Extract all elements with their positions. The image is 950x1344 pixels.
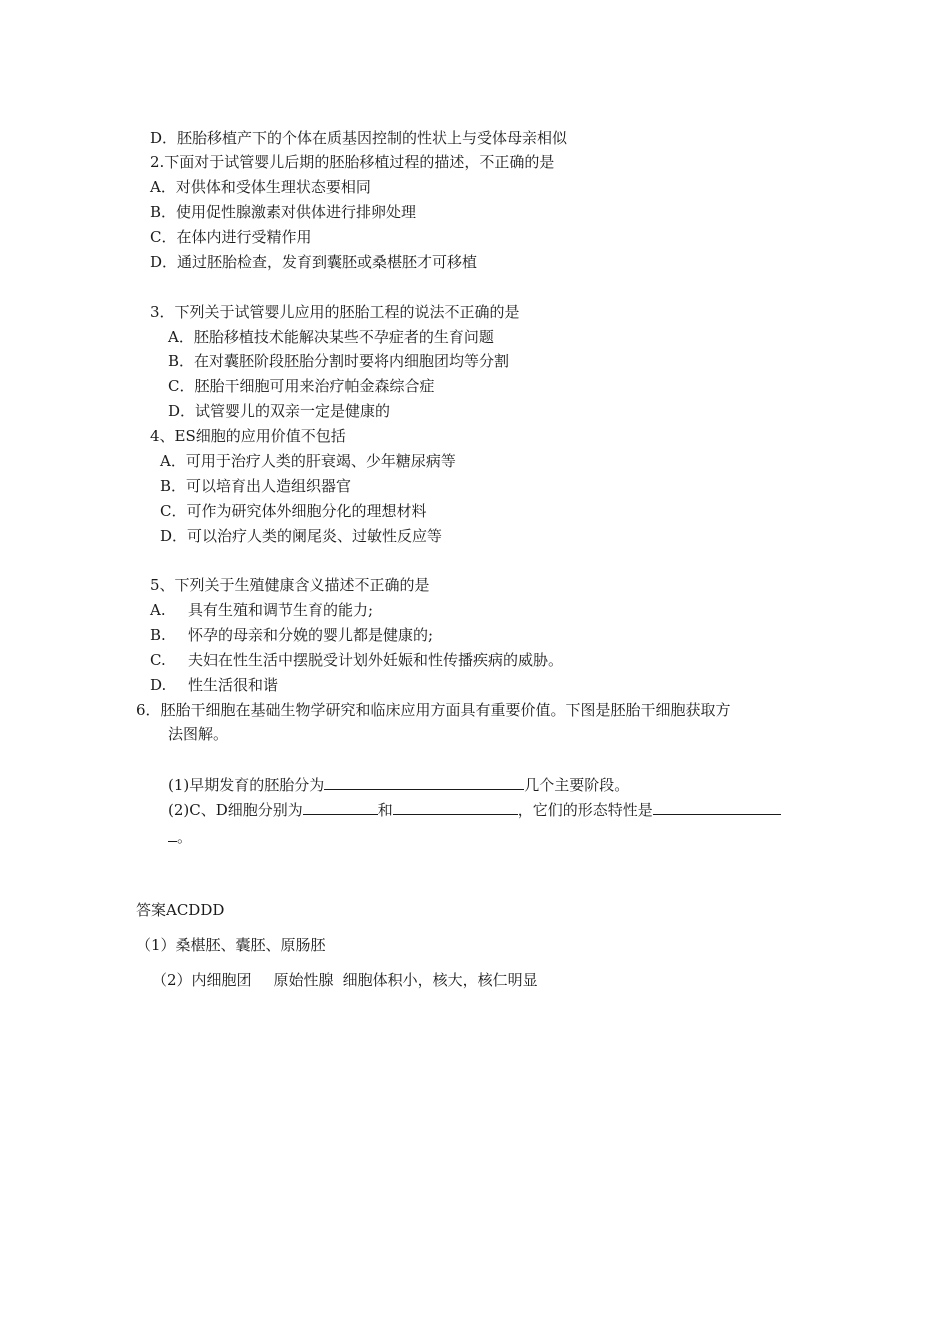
answer-line2-b: 原始性腺	[273, 971, 334, 989]
q6-sub2-blank-c[interactable]	[303, 799, 378, 815]
q3-option-c: C．胚胎干细胞可用来治疗帕金森综合症	[168, 377, 435, 395]
q6-sub2-prefix: (2)C、D细胞分别为	[168, 801, 303, 819]
q1-option-d: D．胚胎移植产下的个体在质基因控制的性状上与受体母亲相似	[150, 129, 568, 147]
q6-sub2-blank-morphology[interactable]	[653, 799, 781, 815]
q5-option-c	[150, 650, 563, 670]
q5-option-a-text: 具有生殖和调节生育的能力;	[188, 601, 374, 619]
q3-option-d: D．试管婴儿的双亲一定是健康的	[168, 402, 391, 420]
q2-option-b: B．使用促性腺激素对供体进行排卵处理	[150, 203, 417, 221]
answer-line2-c: 细胞体积小，核大，核仁明显	[342, 971, 538, 989]
q6-sub2-suffix: ，它们的形态特性是	[517, 801, 653, 819]
q5-option-a-letter: A.	[150, 601, 166, 619]
q6-stem-line2: 法图解。	[168, 725, 229, 743]
q6-sub1-blank[interactable]	[324, 774, 524, 790]
q2-option-a: A．对供体和受体生理状态要相同	[150, 178, 371, 196]
q6-sub1	[168, 774, 629, 794]
q2-stem: 2.下面对于试管婴儿后期的胚胎移植过程的描述，不正确的是	[150, 153, 555, 171]
q4-stem: 4、ES细胞的应用价值不包括	[150, 427, 346, 445]
q6-sub2-blank-morphology-cont[interactable]	[168, 826, 177, 842]
q6-sub1-prefix: (1)早期发育的胚胎分为	[168, 776, 325, 794]
q5-option-d-letter: D.	[150, 676, 167, 694]
q6-sub2-blank-d[interactable]	[393, 799, 518, 815]
q5-option-b-letter: B.	[150, 626, 166, 644]
answer-heading: 答案ACDDD	[136, 901, 225, 919]
q4-option-b: B．可以培育出人造组织器官	[160, 477, 352, 495]
q3-stem: 3．下列关于试管婴儿应用的胚胎工程的说法不正确的是	[150, 303, 520, 321]
q4-option-a: A．可用于治疗人类的肝衰竭、少年糖尿病等	[160, 452, 456, 470]
answer-line1: （1）桑椹胚、囊胚、原肠胚	[136, 936, 326, 954]
q6-sub1-suffix: 几个主要阶段。	[524, 776, 630, 794]
q3-option-b: B．在对囊胚阶段胚胎分割时要将内细胞团均等分割	[168, 352, 510, 370]
q2-option-c: C．在体内进行受精作用	[150, 228, 312, 246]
q6-sub2	[168, 799, 781, 819]
answer-line2-a: （2）内细胞团	[152, 971, 252, 989]
q5-option-c-letter: C.	[150, 651, 166, 669]
q4-option-d: D．可以治疗人类的阑尾炎、过敏性反应等	[160, 527, 443, 545]
q5-stem: 5、下列关于生殖健康含义描述不正确的是	[150, 576, 430, 594]
answer-line2	[152, 970, 538, 990]
q5-option-a	[150, 600, 373, 620]
q6-stem-line1: 6．胚胎干细胞在基础生物学研究和临床应用方面具有重要价值。下图是胚胎干细胞获取方	[136, 701, 731, 719]
q4-option-c: C．可作为研究体外细胞分化的理想材料	[160, 502, 427, 520]
q3-option-a: A．胚胎移植技术能解决某些不孕症者的生育问题	[168, 328, 494, 346]
q6-sub2-cont	[168, 826, 192, 846]
q6-sub2-mid: 和	[377, 801, 393, 819]
q5-option-d	[150, 675, 278, 695]
q5-option-b-text: 怀孕的母亲和分娩的婴儿都是健康的;	[188, 626, 434, 644]
q6-sub2-end: 。	[177, 828, 193, 846]
q5-option-d-text: 性生活很和谐	[188, 676, 279, 694]
q5-option-c-text: 夫妇在性生活中摆脱受计划外妊娠和性传播疾病的威胁。	[188, 651, 564, 669]
q2-option-d: D．通过胚胎检查，发育到囊胚或桑椹胚才可移植	[150, 253, 478, 271]
q5-option-b	[150, 625, 433, 645]
